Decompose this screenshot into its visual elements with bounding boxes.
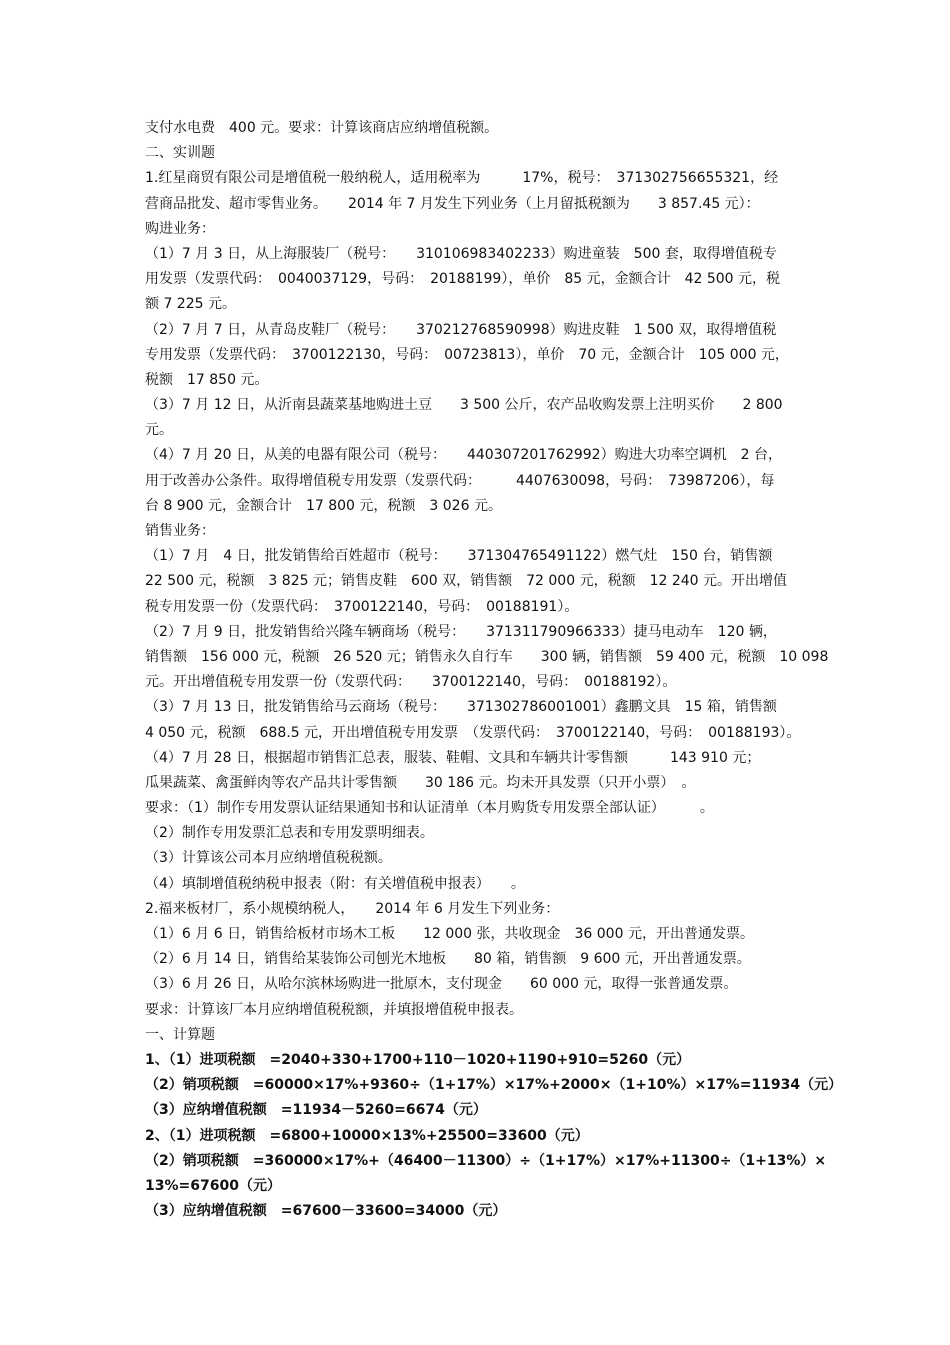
- text-line: （2）制作专用发票汇总表和专用发票明细表。: [145, 825, 434, 842]
- text-line: 销售业务：: [145, 523, 215, 539]
- text-line: 专用发票（发票代码： 3700122130，号码： 00723813），单价 70 元，金额合计 105 000 元，: [145, 346, 789, 363]
- text-line: （3）7 月 13 日，批发销售给马云商场（税号： 371302786001001）鑫鹏文具 15 箱，销售额: [145, 699, 777, 716]
- text-line: 支付水电费 400 元。要求：计算该商店应纳增值税额。: [145, 120, 499, 136]
- text-line: 额 7 225 元。: [145, 296, 236, 313]
- section-heading: 一、计算题: [145, 1026, 215, 1043]
- text-line: 4 050 元，税额 688.5 元，开出增值税专用发票 （发票代码： 3700122140，号码： 00188193）。: [145, 724, 801, 741]
- answer-line: 13%=67600（元）: [145, 1177, 281, 1194]
- text-line: 营商品批发、超市零售业务。 2014 年 7 月发生下列业务（上月留抵税额为 3 857.45 元）：: [145, 195, 760, 212]
- text-line: （2）6 月 14 日，销售给某装饰公司刨光木地板 80 箱，销售额 9 600 元，开出普通发票。: [145, 951, 751, 968]
- text-line: （3）7 月 12 日，从沂南县蔬菜基地购进土豆 3 500 公斤，农产品收购发票上注明买价 2 800: [145, 397, 783, 414]
- answer-line: 2、（1）进项税额 =6800+10000×13%+25500=33600（元）: [145, 1127, 589, 1144]
- answer-line: （2）销项税额 =360000×17%+（46400－11300）÷（1+17%）×17%+11300÷（1+13%）×: [145, 1152, 827, 1169]
- text-line: 税专用发票一份（发票代码： 3700122140，号码： 00188191）。: [145, 598, 579, 615]
- text-line: （4）填制增值税纳税申报表（附：有关增值税申报表） 。: [145, 875, 525, 892]
- text-line: 元。: [145, 422, 173, 439]
- text-line: 瓜果蔬菜、禽蛋鲜肉等农产品共计零售额 30 186 元。均未开具发票（只开小票） 。: [145, 774, 696, 791]
- text-line: 台 8 900 元，金额合计 17 800 元，税额 3 026 元。: [145, 497, 502, 514]
- text-line: 购进业务：: [145, 220, 215, 237]
- text-line: 销售额 156 000 元，税额 26 520 元；销售永久自行车 300 辆，销售额 59 400 元，税额 10 098: [145, 648, 829, 665]
- text-line: 1.红星商贸有限公司是增值税一般纳税人，适用税率为 17%，税号： 371302756655321，经: [145, 170, 779, 187]
- document-body: [145, 116, 843, 1224]
- text-line: （2）7 月 9 日，批发销售给兴隆车辆商场（税号： 371311790966333）捷马电动车 120 辆，: [145, 623, 777, 640]
- answer-line: （3）应纳增值税额 =67600－33600=34000（元）: [145, 1203, 507, 1220]
- text-line: 元。开出增值税专用发票一份（发票代码： 3700122140，号码： 00188192）。: [145, 674, 677, 691]
- text-line: （3）6 月 26 日，从哈尔滨林场购进一批原木，支付现金 60 000 元，取得一张普通发票。: [145, 976, 738, 993]
- text-line: 22 500 元，税额 3 825 元；销售皮鞋 600 双，销售额 72 000 元，税额 12 240 元。开出增值: [145, 573, 788, 590]
- answer-line: （3）应纳增值税额 =11934－5260=6674（元）: [145, 1102, 487, 1119]
- answer-line: （2）销项税额 =60000×17%+9360÷（1+17%）×17%+2000×（1+10%）×17%=11934（元）: [145, 1077, 843, 1094]
- text-line: 要求：计算该厂本月应纳增值税税额，并填报增值税申报表。: [145, 1001, 523, 1018]
- text-line: （1）6 月 6 日，销售给板材市场木工板 12 000 张，共收现金 36 000 元，开出普通发票。: [145, 926, 754, 942]
- text-line: 税额 17 850 元。: [145, 371, 269, 388]
- text-line: （3）计算该公司本月应纳增值税税额。: [145, 850, 392, 867]
- text-line: （4）7 月 28 日，根据超市销售汇总表，服装、鞋帽、文具和车辆共计零售额 143 910 元；: [145, 749, 761, 766]
- text-line: 2.福来板材厂，系小规模纳税人， 2014 年 6 月发生下列业务：: [145, 900, 560, 917]
- text-line: （2）7 月 7 日，从青岛皮鞋厂（税号： 370212768590998）购进皮鞋 1 500 双，取得增值税: [145, 321, 777, 338]
- text-line: （1）7 月 3 日，从上海服装厂（税号： 310106983402233）购进童装 500 套，取得增值税专: [145, 245, 777, 262]
- text-line: （1）7 月 4 日，批发销售给百姓超市（税号： 371304765491122）燃气灶 150 台，销售额: [145, 548, 773, 565]
- section-heading: 二、实训题: [145, 145, 215, 162]
- text-line: 用发票（发票代码： 0040037129，号码： 20188199），单价 85 元，金额合计 42 500 元，税: [145, 271, 781, 288]
- answer-line: 1、（1）进项税额 =2040+330+1700+110－1020+1190+910=5260（元）: [145, 1051, 691, 1068]
- text-line: （4）7 月 20 日，从美的电器有限公司（税号： 440307201762992）购进大功率空调机 2 台，: [145, 447, 782, 464]
- text-line: 用于改善办公条件。取得增值税专用发票（发票代码： 4407630098，号码： 73987206），每: [145, 472, 775, 489]
- text-line: 要求：（1）制作专用发票认证结果通知书和认证清单（本月购货专用发票全部认证） 。: [145, 800, 714, 817]
